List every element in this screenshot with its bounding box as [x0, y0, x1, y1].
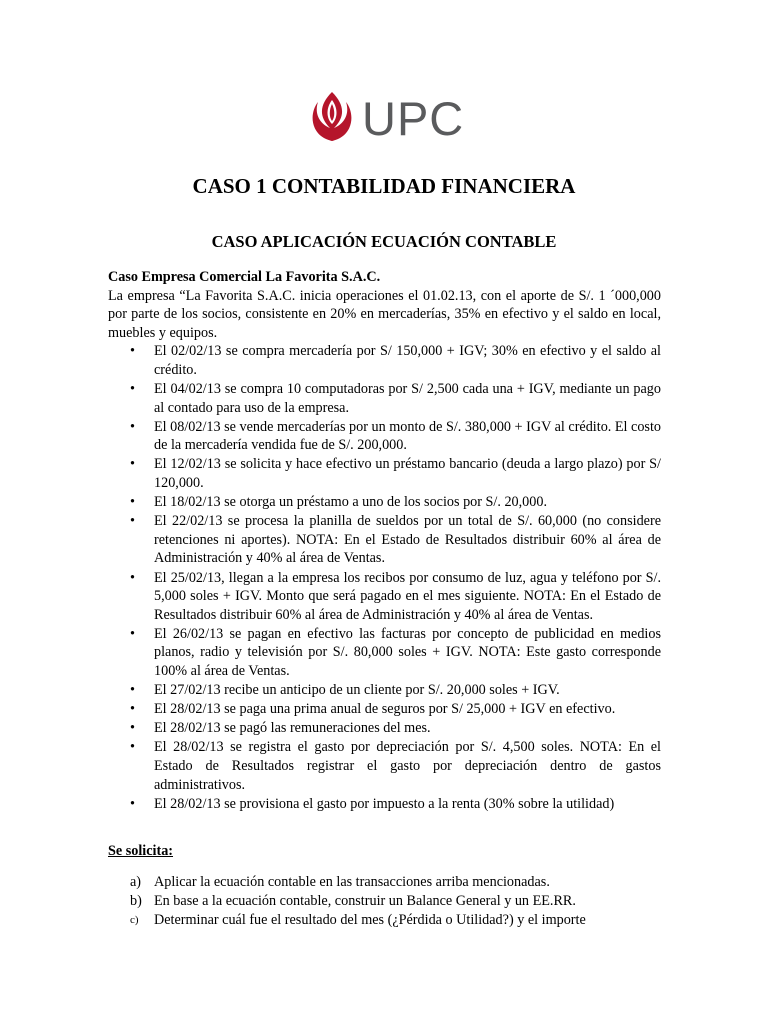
document-body: [108, 268, 661, 930]
transaction-item: • El 08/02/13 se vende mercaderías por un monto de S/. 380,000 + IGV al crédito. El costo de la mercadería vendida fue de S/. 200,000.: [154, 418, 661, 455]
upc-emblem-icon: [306, 90, 358, 146]
transaction-item: • El 02/02/13 se compra mercadería por S/ 150,000 + IGV; 30% en efectivo y el saldo al crédito.: [154, 342, 661, 379]
requirement-marker: a): [130, 873, 142, 890]
transaction-list: [108, 342, 661, 813]
transaction-item: • El 28/02/13 se provisiona el gasto por impuesto a la renta (30% sobre la utilidad): [154, 795, 661, 814]
requirement-text: En base a la ecuación contable, construir un Balance General y un EE.RR.: [154, 892, 576, 909]
requirement-marker: c): [130, 914, 139, 926]
requirement-item: [108, 911, 661, 930]
transaction-item: • El 28/02/13 se registra el gasto por depreciación por S/. 4,500 soles. NOTA: En el Estado de Resultados registrar el gasto por depreciación dentro de gastos administrativos.: [154, 738, 661, 794]
requirement-item: [108, 873, 661, 892]
intro-paragraph: La empresa “La Favorita S.A.C. inicia operaciones el 01.02.13, con el aporte de S/. 1 ´000,000 por parte de los socios, consistente en 20% en mercaderías, 35% en efectivo y el saldo en local, muebles y equipos.: [108, 287, 661, 341]
document-subtitle: CASO APLICACIÓN ECUACIÓN CONTABLE: [211, 232, 557, 251]
requirement-text: Determinar cuál fue el resultado del mes (¿Pérdida o Utilidad?) y el importe: [154, 912, 586, 928]
requirement-text: Aplicar la ecuación contable en las transacciones arriba mencionadas.: [154, 873, 550, 890]
requirements-list: [108, 873, 661, 930]
transaction-item: • El 28/02/13 se paga una prima anual de seguros por S/ 25,000 + IGV en efectivo.: [154, 700, 661, 719]
transaction-item: • El 26/02/13 se pagan en efectivo las facturas por concepto de publicidad en medios planos, radio y televisión por S/. 80,000 soles + IGV. NOTA: Este gasto corresponde 100% al área de Ventas.: [154, 625, 661, 681]
transaction-item: • El 04/02/13 se compra 10 computadoras por S/ 2,500 cada una + IGV, mediante un pago al contado para uso de la empresa.: [154, 380, 661, 417]
transaction-item: • El 25/02/13, llegan a la empresa los recibos por consumo de luz, agua y teléfono por S/. 5,000 soles + IGV. Monto que será pagado en el mes siguiente. NOTA: En el Estado de Resultados distribuir 60% al área de Administración y 40% al área de Ventas.: [154, 569, 661, 625]
upc-logo: [306, 90, 466, 146]
transaction-item: • El 27/02/13 recibe un anticipo de un cliente por S/. 20,000 soles + IGV.: [154, 681, 661, 700]
se-solicita-heading: Se solicita:: [108, 843, 174, 860]
logo-text: UPC: [362, 91, 465, 145]
transaction-item: • El 12/02/13 se solicita y hace efectivo un préstamo bancario (deuda a largo plazo) por S/ 120,000.: [154, 455, 661, 492]
transaction-item: • El 28/02/13 se pagó las remuneraciones del mes.: [154, 719, 661, 738]
requirement-marker: b): [130, 892, 142, 909]
transaction-item: • El 22/02/13 se procesa la planilla de sueldos por un total de S/. 60,000 (no considere retenciones ni aportes). NOTA: En el Estado de Resultados distribuir 60% al área de Administración y 40% al área de Ventas.: [154, 512, 661, 568]
case-name: Caso Empresa Comercial La Favorita S.A.C.: [108, 269, 381, 285]
document-title: CASO 1 CONTABILIDAD FINANCIERA: [192, 174, 576, 198]
requirement-item: [108, 892, 661, 911]
transaction-item: • El 18/02/13 se otorga un préstamo a uno de los socios por S/. 20,000.: [154, 493, 661, 512]
